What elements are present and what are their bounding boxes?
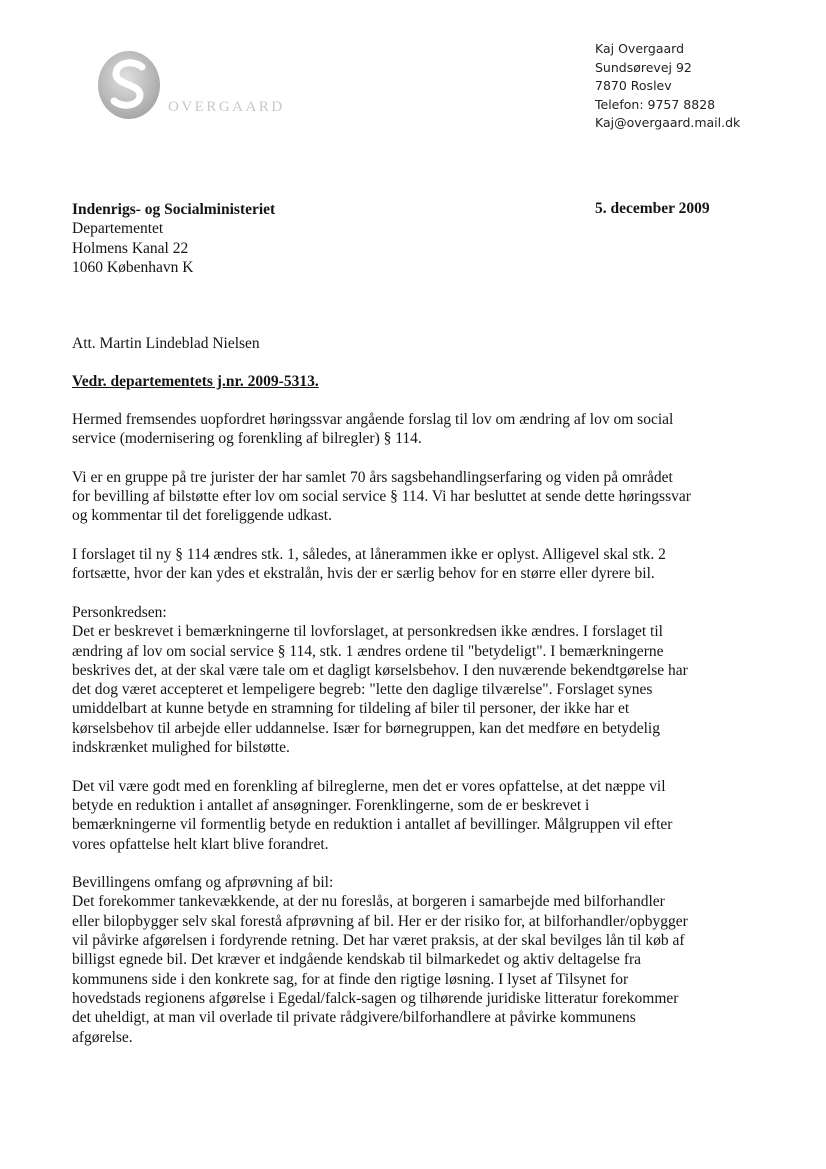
body-line: Bevillingens omfang og afprøvning af bil: xyxy=(72,874,334,892)
recipient-name: Indenrigs- og Socialministeriet xyxy=(72,201,276,218)
recipient-line: Holmens Kanal 22 xyxy=(72,239,189,257)
recipient-address-block xyxy=(72,200,275,277)
sender-email: Kaj@overgaard.mail.dk xyxy=(595,115,741,131)
sender-address-block xyxy=(595,40,740,133)
body-paragraph xyxy=(72,468,752,526)
body-line: eller bilopbygger selv skal forestå afprøvning af bil. Her er der risiko for, at bilforhandler/opbygger xyxy=(72,912,688,930)
sender-phone: Telefon: 9757 8828 xyxy=(595,96,716,112)
body-line: hovedstads regionens afgørelse i Egedal/falck-sagen og tilhørende juridiske litteratur forekommer xyxy=(72,989,679,1007)
body-line: Det forekommer tankevækkende, at der nu foreslås, at borgeren i samarbejde med bilforhandler xyxy=(72,893,665,911)
body-line: beskrives det, at der skal være tale om et dagligt kørselsbehov. I den nuværende bekendtgørelse har xyxy=(72,661,688,679)
body-line: det dog været accepteret et lempeligere begreb: "lette den daglige tilværelse". Forslaget synes xyxy=(72,681,653,699)
body-paragraph xyxy=(72,873,752,1047)
body-line: fortsætte, hvor der kan ydes et ekstralån, hvis der er særlig behov for en større eller dyrere bil. xyxy=(72,565,655,583)
body-line: umiddelbart at kunne betyde en stramning for tildeling af biler til personer, der ikke har et xyxy=(72,700,630,718)
body-line: I forslaget til ny § 114 ændres stk. 1, således, at lånerammen ikke er oplyst. Alligevel skal stk. 2 xyxy=(72,546,666,564)
body-line: kørselsbehov til arbejde eller uddannelse. Især for børnegruppen, kan det medføre en betydelig xyxy=(72,719,660,737)
body-line: afgørelse. xyxy=(72,1028,133,1046)
recipient-line: 1060 København K xyxy=(72,258,194,276)
body-line: ændring af lov om social service § 114, stk. 1 ændres ordene til "betydeligt". I bemærkningerne xyxy=(72,642,664,660)
body-line: og kommentar til det foreliggende udkast. xyxy=(72,507,332,525)
body-line: bemærkningerne vil formentlig betyde en reduktion i antallet af bevillinger. Målgruppen vil efter xyxy=(72,816,673,834)
body-line: vil påvirke afgørelsen i fordyrende retning. Det har været praksis, at der skal bevilges lån til køb af xyxy=(72,932,685,950)
logo-emblem-icon xyxy=(96,47,166,127)
sender-name: Kaj Overgaard xyxy=(595,41,685,56)
body-line: Det vil være godt med en forenkling af bilreglerne, men det er vores opfattelse, at det næppe vil xyxy=(72,777,666,795)
recipient-line: Departementet xyxy=(72,220,164,238)
body-line: Personkredsen: xyxy=(72,603,167,621)
body-line: billigst egnede bil. Det kræver et indgående kendskab til bilmarkedet og aktiv deltagelse fra xyxy=(72,951,642,969)
body-paragraph xyxy=(72,603,752,757)
company-logo xyxy=(96,47,296,127)
body-paragraph xyxy=(72,410,752,449)
attention-line: Att. Martin Lindeblad Nielsen xyxy=(72,335,260,352)
body-line: service (modernisering og forenkling af bilregler) § 114. xyxy=(72,430,422,448)
body-line: Vi er en gruppe på tre jurister der har samlet 70 års sagsbehandlingserfaring og viden på området xyxy=(72,468,673,486)
body-line: indskrænket mulighed for bilstøtte. xyxy=(72,739,290,757)
sender-city: 7870 Roslev xyxy=(595,78,672,94)
body-line: betyde en reduktion i antallet af ansøgninger. Forenklingerne, som de er beskrevet i xyxy=(72,796,590,814)
body-line: kommunens side i den konkrete sag, for at finde den rigtige løsning. I lyset af Tilsynet for xyxy=(72,970,629,988)
sender-street: Sundsørevej 92 xyxy=(595,59,692,75)
letter-date: 5. december 2009 xyxy=(595,200,710,217)
logo-wordmark: OVERGAARD xyxy=(168,99,285,115)
body-line: Det er beskrevet i bemærkningerne til lovforslaget, at personkredsen ikke ændres. I forslaget til xyxy=(72,623,663,641)
body-line: for bevilling af bilstøtte efter lov om social service § 114. Vi har besluttet at sende dette høringssvar xyxy=(72,488,691,506)
letter-body xyxy=(72,410,752,1066)
body-line: det uheldigt, at man vil overlade til private rådgivere/bilforhandlere at påvirke kommunens xyxy=(72,1009,636,1027)
body-paragraph xyxy=(72,545,752,584)
body-line: vores opfattelse helt klart blive forandret. xyxy=(72,835,329,853)
subject-line: Vedr. departementets j.nr. 2009-5313. xyxy=(72,373,319,390)
body-line: Hermed fremsendes uopfordret høringssvar angående forslag til lov om ændring af lov om social xyxy=(72,411,674,428)
body-paragraph xyxy=(72,777,752,854)
